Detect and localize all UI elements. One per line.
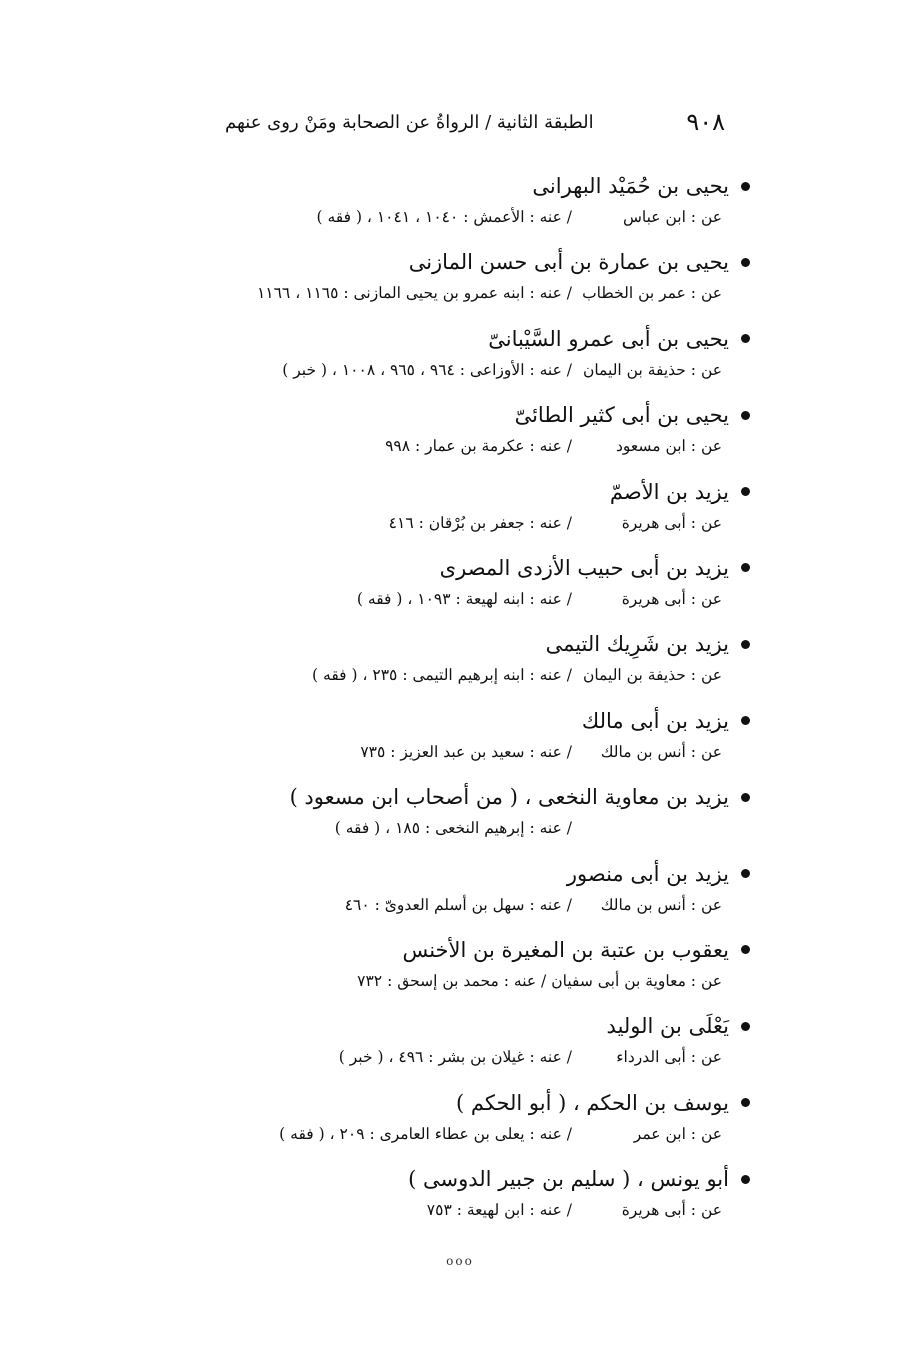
narrated-from: عن : حذيفة بن اليمان bbox=[582, 360, 722, 379]
narration-details bbox=[257, 284, 722, 312]
list-item bbox=[150, 244, 750, 320]
narration-details bbox=[335, 819, 722, 847]
page-header bbox=[225, 108, 725, 140]
narrated-by: / عنه : عكرمة بن عمار : ٩٩٨ bbox=[385, 437, 572, 456]
narrated-by: / عنه : ابنه عمرو بن يحيى المازنى : ١١٦٥ ، ١١٦٦ bbox=[256, 284, 572, 303]
narrated-from: عن : ابن عمر bbox=[633, 1124, 722, 1143]
narrated-from: عن : ابن عباس bbox=[622, 208, 722, 226]
narrator-name: يحيى بن عمارة بن أبى حسن المازنى bbox=[408, 250, 729, 275]
narrator-name: يزيد بن أبى حبيب الأزدى المصرى bbox=[439, 555, 729, 580]
page-number: ٩٠٨ bbox=[686, 108, 725, 136]
narration-details bbox=[427, 1201, 722, 1229]
narrator-name: يزيد بن الأصمّ bbox=[609, 479, 729, 504]
narrator-name: يَعْلَى بن الوليد bbox=[606, 1014, 729, 1039]
bullet-icon bbox=[741, 945, 750, 954]
bullet-icon bbox=[741, 182, 750, 191]
narration-details bbox=[389, 514, 722, 542]
narrated-by: / عنه : سهل بن أسلم العدوىّ : ٤٦٠ bbox=[344, 895, 572, 914]
narration-details bbox=[345, 896, 722, 924]
narrated-by: / عنه : محمد بن إسحق : ٧٣٢ bbox=[357, 971, 547, 990]
narration-details bbox=[357, 590, 722, 618]
bullet-icon bbox=[741, 411, 750, 420]
section-end-mark: ooo bbox=[446, 1254, 474, 1268]
narrated-from: عن : ابن مسعود bbox=[616, 437, 722, 456]
narrator-name: يزيد بن أبى مالك bbox=[581, 708, 729, 733]
narrator-list bbox=[150, 168, 750, 1237]
list-item bbox=[150, 856, 750, 932]
narrated-from: عن : حذيفة بن اليمان bbox=[582, 666, 722, 685]
bullet-icon bbox=[741, 869, 750, 878]
list-item bbox=[150, 703, 750, 779]
list-item bbox=[150, 626, 750, 702]
narrated-by: / عنه : يعلى بن عطاء العامرى : ٢٠٩ ، ( فقه ) bbox=[279, 1124, 572, 1143]
narrated-by: / عنه : ابن لهيعة : ٧٥٣ bbox=[426, 1201, 572, 1220]
narrated-from: عن : عمر بن الخطاب bbox=[582, 284, 722, 303]
narrated-by: / عنه : ابنه إبرهيم التيمى : ٢٣٥ ، ( فقه ) bbox=[312, 666, 572, 685]
narrated-by: / عنه : جعفر بن بُرْقان : ٤١٦ bbox=[388, 513, 572, 532]
narration-details bbox=[282, 361, 722, 389]
list-item bbox=[150, 474, 750, 550]
bullet-icon bbox=[741, 640, 750, 649]
narration-details bbox=[316, 208, 722, 236]
narration-details bbox=[339, 1048, 722, 1076]
bullet-icon bbox=[741, 334, 750, 343]
narration-details bbox=[357, 972, 722, 1000]
list-item bbox=[150, 779, 750, 855]
narrator-name: يوسف بن الحكم ، ( أبو الحكم ) bbox=[456, 1090, 729, 1115]
narrated-by: / عنه : الأعمش : ١٠٤٠ ، ١٠٤١ ، ( فقه ) bbox=[316, 208, 572, 226]
narrated-from: عن : معاوية بن أبى سفيان bbox=[551, 971, 722, 990]
bullet-icon bbox=[741, 716, 750, 725]
narrator-name: يحيى بن أبى عمرو السَّيْبانىّ bbox=[488, 326, 729, 351]
bullet-icon bbox=[741, 793, 750, 802]
bullet-icon bbox=[741, 1098, 750, 1107]
narrator-name: يعقوب بن عتبة بن المغيرة بن الأخنس bbox=[402, 937, 729, 962]
list-item bbox=[150, 397, 750, 473]
narration-details bbox=[279, 1125, 722, 1153]
narrated-from: عن : أبى هريرة bbox=[621, 1201, 722, 1220]
narration-details bbox=[385, 437, 722, 465]
narrated-from: عن : أبى هريرة bbox=[621, 589, 722, 608]
narrated-from: عن : أبى هريرة bbox=[621, 513, 722, 532]
narrator-name: يزيد بن معاوية النخعى ، ( من أصحاب ابن مسعود ) bbox=[289, 785, 729, 810]
list-item bbox=[150, 550, 750, 626]
list-item bbox=[150, 932, 750, 1008]
narrated-by: / عنه : غيلان بن بشر : ٤٩٦ ، ( خبر ) bbox=[338, 1048, 572, 1067]
narrated-from: عن : أبى الدرداء bbox=[616, 1048, 722, 1067]
narrator-name: يزيد بن شَرِيك التيمى bbox=[545, 632, 729, 657]
running-title: الطبقة الثانية / الرواةُ عن الصحابة ومَنْ روى عنهم bbox=[225, 112, 594, 133]
narration-details bbox=[312, 666, 722, 694]
list-item bbox=[150, 1085, 750, 1161]
list-item bbox=[150, 1161, 750, 1237]
bullet-icon bbox=[741, 258, 750, 267]
list-item bbox=[150, 1008, 750, 1084]
list-item bbox=[150, 321, 750, 397]
bullet-icon bbox=[741, 563, 750, 572]
bullet-icon bbox=[741, 1175, 750, 1184]
narrated-by: / عنه : إبرهيم النخعى : ١٨٥ ، ( فقه ) bbox=[334, 819, 572, 838]
bullet-icon bbox=[741, 1022, 750, 1031]
narrated-by: / عنه : الأوزاعى : ٩٦٤ ، ٩٦٥ ، ١٠٠٨ ، ( خبر ) bbox=[282, 360, 572, 379]
narrator-name: يزيد بن أبى منصور bbox=[566, 861, 729, 886]
narrator-name: يحيى بن حُمَيْد البهرانى bbox=[532, 174, 729, 198]
bullet-icon bbox=[741, 487, 750, 496]
narrated-by: / عنه : سعيد بن عبد العزيز : ٧٣٥ bbox=[360, 742, 572, 761]
narrator-name: يحيى بن أبى كثير الطائىّ bbox=[514, 403, 729, 428]
narrated-by: / عنه : ابنه لهيعة : ١٠٩٣ ، ( فقه ) bbox=[356, 589, 572, 608]
narration-details bbox=[360, 743, 722, 771]
narrator-name: أبو يونس ، ( سليم بن جبير الدوسى ) bbox=[408, 1167, 729, 1192]
list-item bbox=[150, 168, 750, 244]
narrated-from: عن : أنس بن مالك bbox=[600, 895, 722, 914]
narrated-from: عن : أنس بن مالك bbox=[600, 742, 722, 761]
